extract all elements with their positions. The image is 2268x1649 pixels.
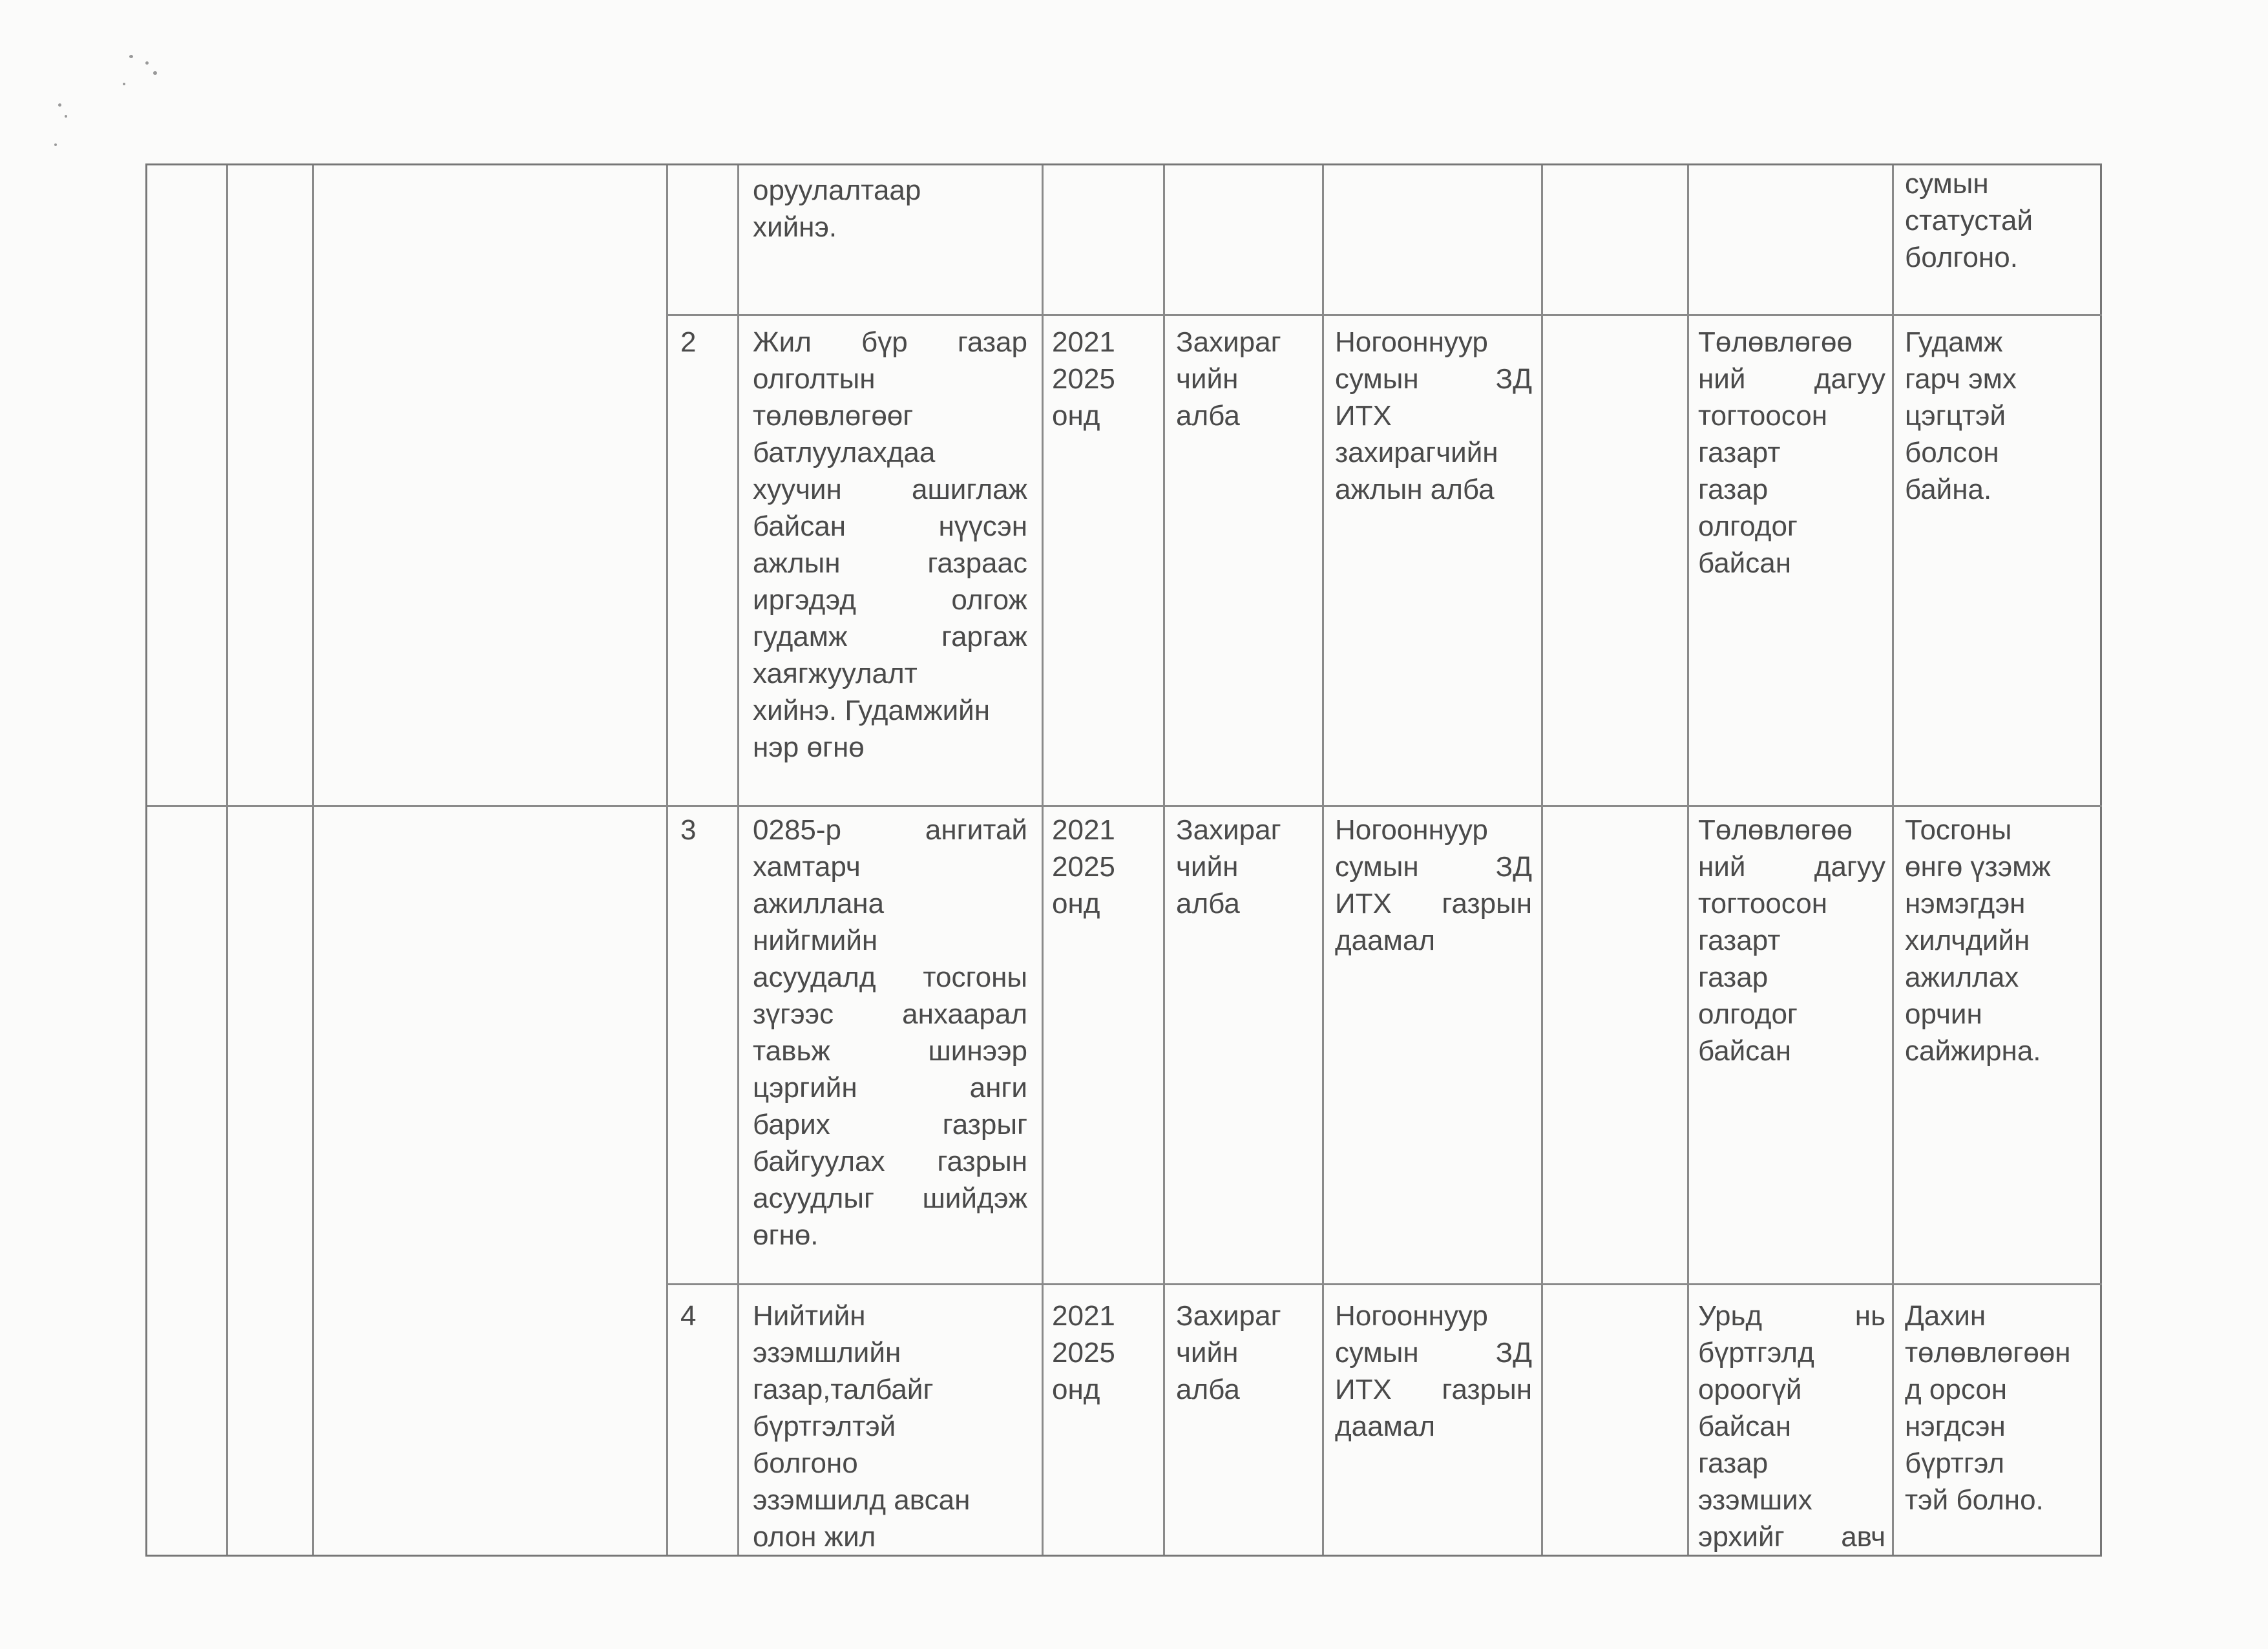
row-3-implementer: Ногооннуур сумын ЗД ИТХ газрын даамал [1335,814,1532,956]
scan-speck [153,71,157,75]
row-4-result: Дахин төлөвлөгөөн д орсон нэгдсэн бүртгэл тэй болно. [1905,1300,2071,1516]
scan-speck [54,143,57,146]
row-2-number: 2 [680,326,697,358]
row-divider [666,1283,2102,1285]
scan-speck [65,115,67,118]
column-divider [1892,165,1894,1555]
row-4-implementer: Ногооннуур сумын ЗД ИТХ газрын даамал [1335,1300,1532,1442]
row-2-responsible: Захираг чийн алба [1176,326,1281,432]
column-divider [666,165,668,1555]
row-2-timeframe: 2021 2025 онд [1052,326,1115,432]
row-4-baseline: Урьд нь бүртгэлд ороогүй байсан газар эзэмших эрхийг авч [1698,1300,1885,1553]
column-divider [1687,165,1689,1555]
row-1-result: сумын статустай болгоно. [1905,168,2033,273]
column-divider [312,165,314,1555]
column-divider [226,165,228,1555]
column-divider [1322,165,1324,1555]
row-3-baseline: Төлөвлөгөө ний дагуу тогтоосон газарт газар олгодог байсан [1698,814,1885,1067]
column-divider [737,165,739,1555]
row-3-number: 3 [680,814,697,846]
scan-speck [58,103,61,107]
scan-speck [123,83,125,85]
row-4-activity: Нийтийн эзэмшлийн газар,талбайг бүртгэлтэй болгоно эзэмшилд авсан олон жил [753,1300,971,1553]
row-3-result: Тосгоны өнгө үзэмж нэмэгдэн хилчдийн ажиллах орчин сайжирна. [1905,814,2051,1067]
row-2-result: Гудамж гарч эмх цэгцтэй болсон байна. [1905,326,2017,505]
row-2-baseline: Төлөвлөгөө ний дагуу тогтоосон газарт газар олгодог байсан [1698,326,1885,579]
row-3-responsible: Захираг чийн алба [1176,814,1281,919]
plan-table [145,163,2102,1557]
row-divider [147,805,2102,807]
row-1-activity: оруулалтаар хийнэ. [753,174,921,243]
row-divider [666,314,2102,316]
column-divider [1541,165,1543,1555]
scan-speck [129,55,133,58]
row-4-timeframe: 2021 2025 онд [1052,1300,1115,1405]
row-3-timeframe: 2021 2025 онд [1052,814,1115,919]
column-divider [1163,165,1165,1555]
row-3-activity: 0285-р ангитай хамтарч ажиллана нийгмийн асуудалд тосгоны зүгээс анхаарал тавьж шинээр цэргийн анги барих газрыг байгуулах газрын асуудлыг шийдэж өгнө. [753,814,1027,1251]
row-2-implementer: Ногооннуур сумын ЗД ИТХ захирагчийн ажлын алба [1335,326,1532,505]
scan-speck [145,61,149,65]
row-4-responsible: Захираг чийн алба [1176,1300,1281,1405]
column-divider [1042,165,1044,1555]
row-2-activity: Жил бүр газар олголтын төлөвлөгөөг батлуулахдаа хуучин ашиглаж байсан нүүсэн ажлын газраас иргэдэд олгож гудамж гаргаж хаягжуулалт хийнэ. Гудамжийн нэр өгнө [753,326,1027,763]
row-4-number: 4 [680,1300,697,1332]
